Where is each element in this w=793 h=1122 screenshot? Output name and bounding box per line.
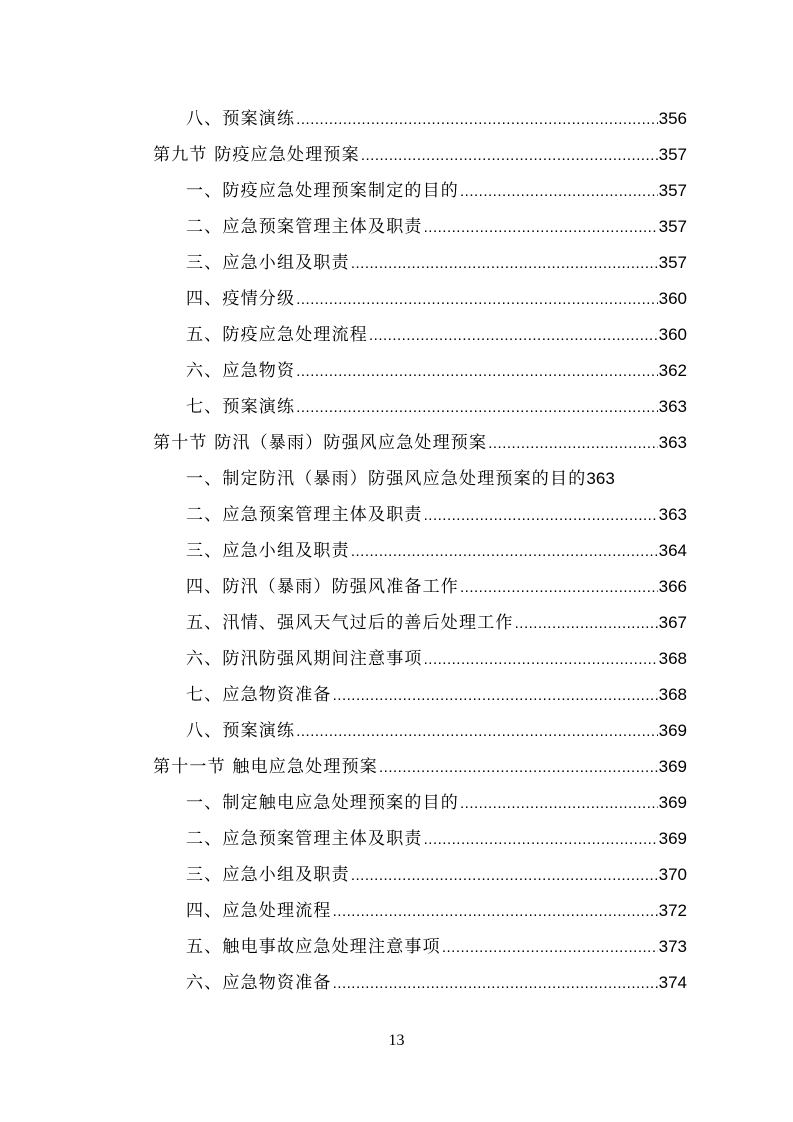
toc-entry-label: 五、触电事故应急处理注意事项 (186, 937, 441, 957)
toc-entry[interactable] (153, 389, 687, 425)
toc-entry-page: 360 (658, 289, 687, 308)
toc-entry-page: 369 (658, 793, 687, 812)
dot-leader (442, 930, 658, 966)
toc-entry[interactable] (153, 929, 687, 965)
dot-leader (333, 894, 658, 930)
toc-entry-label: 二、应急预案管理主体及职责 (186, 505, 423, 525)
toc-entry-page: 357 (658, 181, 687, 200)
toc-entry-label: 三、应急小组及职责 (186, 541, 350, 561)
toc-entry-section[interactable] (153, 137, 687, 173)
toc-entry-label: 六、应急物资准备 (186, 973, 332, 993)
toc-entry-label: 四、防汛（暴雨）防强风准备工作 (186, 577, 459, 597)
dot-leader (296, 282, 657, 318)
dot-leader (296, 102, 657, 138)
toc-entry-page: 360 (658, 325, 687, 344)
toc-entry-page: 357 (658, 145, 687, 164)
toc-entry-page: 363 (586, 469, 615, 488)
toc-entry-label: 六、防汛防强风期间注意事项 (186, 649, 423, 669)
toc-entry[interactable] (153, 677, 687, 713)
dot-leader (424, 498, 658, 534)
toc-entry-label: 二、应急预案管理主体及职责 (186, 829, 423, 849)
toc-entry-page: 362 (658, 361, 687, 380)
dot-leader (333, 966, 658, 1002)
dot-leader (460, 570, 658, 606)
toc-entry-page: 369 (658, 757, 687, 776)
toc-entry-label: 六、应急物资 (186, 361, 296, 381)
toc-entry[interactable] (153, 533, 687, 569)
dot-leader (296, 354, 657, 390)
toc-entry[interactable] (153, 245, 687, 281)
dot-leader (296, 714, 657, 750)
dot-leader (333, 678, 658, 714)
toc-entry[interactable] (153, 461, 687, 497)
dot-leader (361, 138, 658, 174)
toc-entry-label: 第十节 防汛（暴雨）防强风应急处理预案 (153, 433, 488, 453)
dot-leader (424, 822, 658, 858)
toc-entry[interactable] (153, 893, 687, 929)
toc-entry[interactable] (153, 173, 687, 209)
toc-entry[interactable] (153, 713, 687, 749)
toc-entry[interactable] (153, 497, 687, 533)
toc-entry-label: 七、预案演练 (186, 397, 296, 417)
toc-entry-label: 一、制定防汛（暴雨）防强风应急处理预案的目的 (186, 469, 587, 489)
toc-entry-label: 四、应急处理流程 (186, 901, 332, 921)
toc-entry-page: 366 (658, 577, 687, 596)
toc-entry[interactable] (153, 353, 687, 389)
table-of-contents (153, 101, 687, 1001)
toc-entry-label: 一、防疫应急处理预案制定的目的 (186, 181, 459, 201)
toc-entry-page: 364 (658, 541, 687, 560)
toc-entry-page: 370 (658, 865, 687, 884)
dot-leader (488, 426, 657, 462)
toc-entry[interactable] (153, 209, 687, 245)
toc-entry-page: 374 (658, 973, 687, 992)
toc-entry-page: 356 (658, 109, 687, 128)
toc-entry-label: 五、防疫应急处理流程 (186, 325, 368, 345)
toc-entry-page: 368 (658, 649, 687, 668)
toc-entry[interactable] (153, 785, 687, 821)
toc-entry[interactable] (153, 821, 687, 857)
dot-leader (424, 642, 658, 678)
dot-leader (424, 210, 658, 246)
toc-entry-label: 八、预案演练 (186, 721, 296, 741)
toc-entry-label: 三、应急小组及职责 (186, 253, 350, 273)
toc-entry-page: 363 (658, 397, 687, 416)
toc-entry-label: 二、应急预案管理主体及职责 (186, 217, 423, 237)
toc-entry-label: 一、制定触电应急处理预案的目的 (186, 793, 459, 813)
toc-entry-page: 372 (658, 901, 687, 920)
dot-leader (515, 606, 658, 642)
dot-leader (296, 390, 657, 426)
toc-entry-label: 第九节 防疫应急处理预案 (153, 145, 360, 165)
dot-leader (460, 786, 658, 822)
toc-entry-page: 363 (658, 505, 687, 524)
toc-entry[interactable] (153, 857, 687, 893)
toc-entry[interactable] (153, 605, 687, 641)
toc-entry-section[interactable] (153, 749, 687, 785)
toc-entry-page: 357 (658, 253, 687, 272)
toc-entry[interactable] (153, 641, 687, 677)
toc-entry-label: 七、应急物资准备 (186, 685, 332, 705)
toc-entry-page: 367 (658, 613, 687, 632)
toc-entry[interactable] (153, 317, 687, 353)
toc-entry-page: 369 (658, 721, 687, 740)
toc-entry-page: 369 (658, 829, 687, 848)
toc-entry[interactable] (153, 281, 687, 317)
toc-entry[interactable] (153, 101, 687, 137)
dot-leader (351, 858, 658, 894)
toc-entry-label: 第十一节 触电应急处理预案 (153, 757, 379, 777)
toc-entry-label: 三、应急小组及职责 (186, 865, 350, 885)
dot-leader (379, 750, 658, 786)
dot-leader (369, 318, 658, 354)
toc-entry[interactable] (153, 965, 687, 1001)
toc-entry-label: 五、汛情、强风天气过后的善后处理工作 (186, 613, 514, 633)
dot-leader (351, 534, 658, 570)
dot-leader (351, 246, 658, 282)
toc-entry-page: 368 (658, 685, 687, 704)
page-number: 13 (388, 1032, 405, 1049)
toc-entry-page: 357 (658, 217, 687, 236)
toc-entry-label: 八、预案演练 (186, 109, 296, 129)
toc-entry[interactable] (153, 569, 687, 605)
dot-leader (460, 174, 658, 210)
toc-entry-section[interactable] (153, 425, 687, 461)
toc-entry-page: 363 (658, 433, 687, 452)
toc-entry-label: 四、疫情分级 (186, 289, 296, 309)
toc-entry-page: 373 (658, 937, 687, 956)
